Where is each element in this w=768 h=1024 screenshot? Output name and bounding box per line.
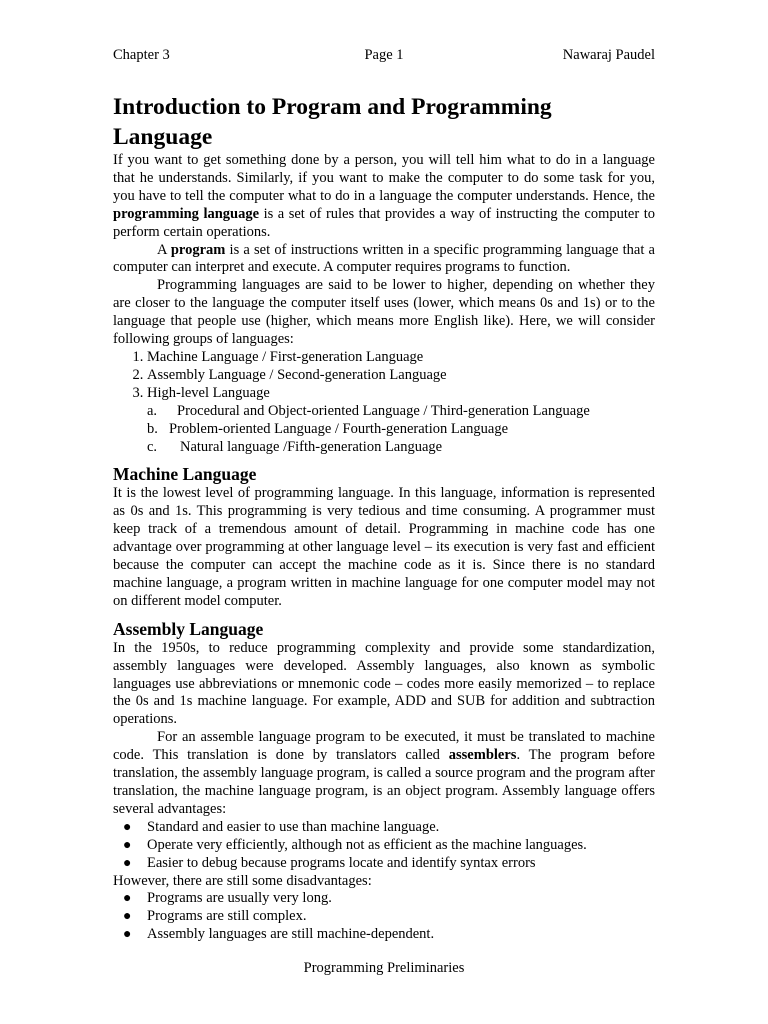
- header-page-number: Page 1: [364, 47, 404, 63]
- disadvantages-intro: However, there are still some disadvantages:: [113, 872, 372, 889]
- list-item: 2. Assembly Language / Second-generation Language: [147, 367, 655, 385]
- bullet-icon: ●: [123, 909, 132, 925]
- list-item: ● Assembly languages are still machine-dependent.: [123, 926, 435, 943]
- high-level-subgroups-list: [113, 403, 655, 457]
- bullet-icon: ●: [123, 855, 132, 871]
- document-title: Introduction to Program and Programming Language: [113, 94, 552, 150]
- assembly-language-heading: Assembly Language: [113, 618, 264, 639]
- list-item: ● Operate very efficiently, although not as efficient as the machine languages.: [123, 836, 587, 853]
- list-item: ● Programs are usually very long.: [123, 890, 332, 907]
- bullet-icon: ●: [123, 819, 132, 835]
- list-item: c. Natural language /Fifth-generation Language: [147, 438, 443, 455]
- page-content: [113, 92, 655, 944]
- intro-paragraph-2: A program is a set of instructions written in a specific programming language that a computer can interpret and execute. A computer requires programs to function.: [113, 241, 655, 276]
- list-item: a. Procedural and Object-oriented Language / Third-generation Language: [147, 402, 590, 419]
- intro-paragraph-3: Programming languages are said to be lower to higher, depending on whether they are closer to the language the computer itself uses (lower, which means 0s and 1s) or to the language that people use (higher, which means more English like). Here, we will consider following groups of languages:: [113, 277, 655, 348]
- page-footer: Programming Preliminaries: [303, 960, 465, 976]
- machine-language-heading: Machine Language: [113, 464, 257, 485]
- list-item: 1. Machine Language / First-generation Language: [147, 349, 655, 367]
- language-groups-list: [113, 349, 655, 403]
- header-chapter: Chapter 3: [113, 47, 170, 63]
- advantages-list: [113, 819, 655, 873]
- bullet-icon: ●: [123, 837, 132, 853]
- list-item: 3. High-level Language: [147, 385, 655, 403]
- page-header: [113, 47, 655, 67]
- list-item: ● Standard and easier to use than machine language.: [123, 818, 440, 835]
- list-item: ● Programs are still complex.: [123, 908, 307, 925]
- term-program: program: [170, 241, 226, 258]
- list-item: b. Problem-oriented Language / Fourth-generation Language: [147, 420, 509, 437]
- assembly-paragraph-2: For an assemble language program to be executed, it must be translated to machine code. This translation is done by translators called assemblers. The program before translation, the assembly language program, is called a source program and the program after translation, the machine language program, is an object program. Assembly language offers several advantages:: [113, 729, 655, 817]
- machine-language-paragraph: It is the lowest level of programming language. In this language, information is represented as 0s and 1s. This programming is very tedious and time consuming. A programmer must keep track of a tremendous amount of detail. Programming in machine code has one advantage over programming at other language level – its execution is very fast and efficient because the computer can accept the machine code as it is. Since there is no standard machine language, a program written in machine language for one computer model may not on different model computer.: [113, 485, 655, 609]
- intro-paragraph-1: If you want to get something done by a person, you will tell him what to do in a language that he understands. Similarly, if you want to make the computer to do some task for you, you have to tell the computer what to do in a language the computer understands. Hence, the programming language is a set of rules that provides a way of instructing the computer to perform certain operations.: [113, 152, 655, 240]
- bullet-icon: ●: [123, 891, 132, 907]
- header-author: Nawaraj Paudel: [562, 47, 655, 63]
- term-assemblers: assemblers: [448, 747, 517, 764]
- assembly-paragraph-1: In the 1950s, to reduce programming complexity and provide some standardization, assembly languages were developed. Assembly languages, also known as symbolic languages use abbreviations or mnemonic code – codes more easily memorized – to replace the 0s and 1s machine language. For example, ADD and SUB for addition and subtraction operations.: [113, 639, 655, 728]
- disadvantages-list: [113, 890, 655, 944]
- list-item: ● Easier to debug because programs locate and identify syntax errors: [123, 854, 536, 871]
- bullet-icon: ●: [123, 927, 132, 943]
- term-programming-language: programming language: [113, 205, 260, 222]
